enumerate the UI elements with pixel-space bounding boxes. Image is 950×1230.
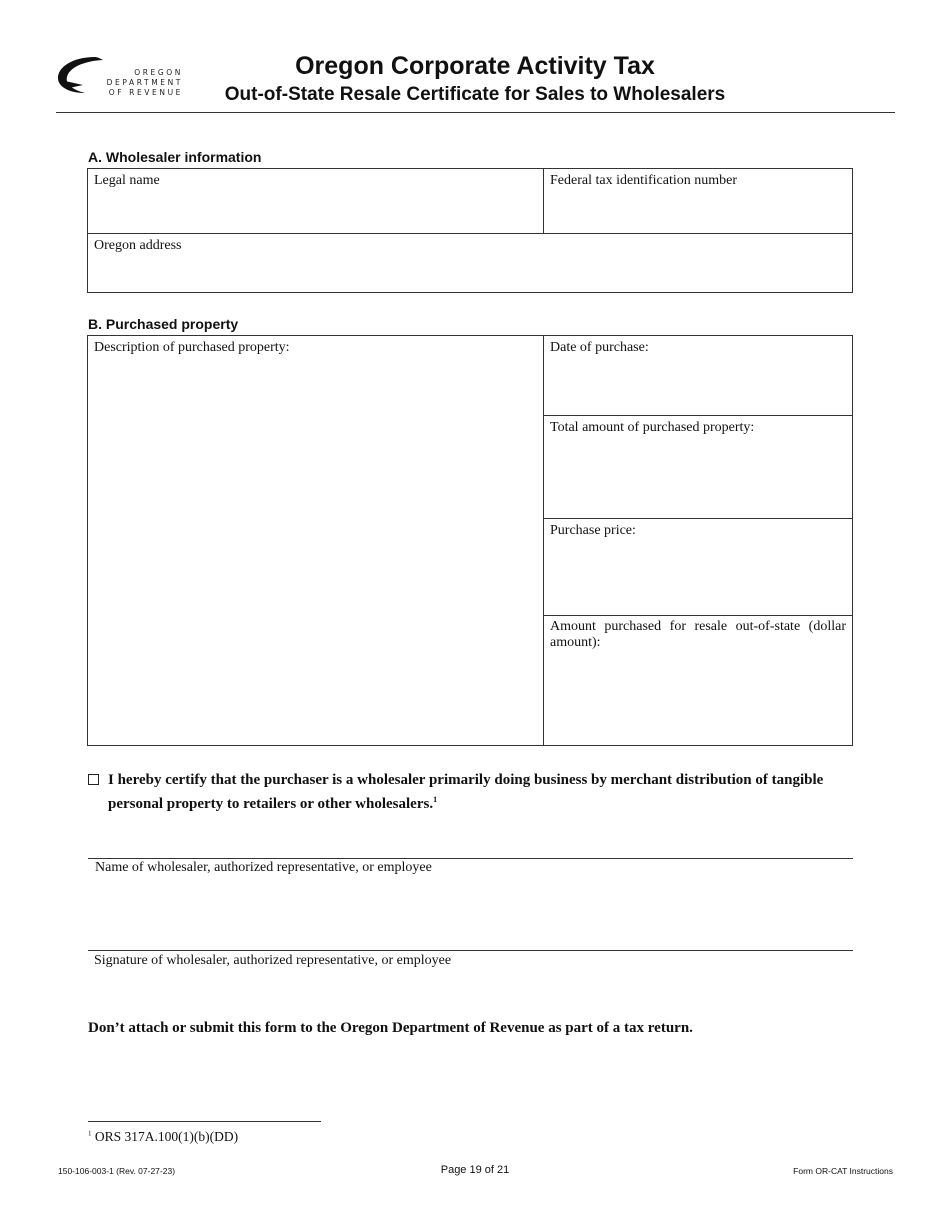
purchase-price-field[interactable] [543,518,853,616]
logo-line-2: DEPARTMENT [106,78,183,87]
fein-field[interactable] [543,168,853,234]
name-line[interactable] [88,858,853,859]
form-name: Form OR-CAT Instructions [793,1166,893,1176]
oregon-dor-logo [55,55,190,103]
certify-checkbox[interactable] [88,774,99,785]
certification-footnote-marker: 1 [433,795,438,804]
legal-name-field[interactable] [87,168,544,234]
resale-amount-field[interactable] [544,615,852,745]
header-divider [56,112,895,113]
description-field[interactable] [87,335,544,746]
legal-name-label: Legal name [94,173,160,188]
footnote-text: ORS 317A.100(1)(b)(DD) [94,1129,239,1144]
logo-line-1: OREGON [134,68,183,77]
section-b-table [87,335,853,746]
date-of-purchase-field[interactable] [543,335,853,416]
resale-amount-label: Amount purchased for resale out-of-state (dollar amount): [550,619,846,650]
form-title: Oregon Corporate Activity Tax [295,52,655,80]
fein-label: Federal tax identification number [550,173,737,188]
total-amount-label: Total amount of purchased property: [550,420,755,435]
signature-label: Signature of wholesaler, authorized representative, or employee [94,953,452,968]
page-number: Page 19 of 21 [440,1164,510,1176]
name-label: Name of wholesaler, authorized representative, or employee [95,860,432,875]
description-label: Description of purchased property: [94,340,290,355]
section-a-table [87,168,853,293]
oregon-address-field[interactable] [88,234,852,292]
form-number: 150-106-003-1 (Rev. 07-27-23) [58,1166,176,1176]
form-subtitle: Out-of-State Resale Certificate for Sales to Wholesalers [224,84,726,105]
footnote-divider [88,1121,321,1122]
section-b-heading: B. Purchased property [88,316,239,332]
submission-notice: Don’t attach or submit this form to the Oregon Department of Revenue as part of a tax return. [88,1020,693,1036]
certification-text: I hereby certify that the purchaser is a wholesaler primarily doing business by merchant distribution of tangible personal property to retailers or other wholesalers. [108,772,824,812]
footnote [88,1129,238,1145]
logo-line-3: OF REVENUE [108,88,183,97]
total-amount-field[interactable] [543,415,853,519]
section-a-heading: A. Wholesaler information [88,149,262,165]
footnote-marker: 1 [88,1129,92,1138]
signature-line[interactable] [88,950,853,951]
purchase-price-label: Purchase price: [550,523,636,538]
date-of-purchase-label: Date of purchase: [550,340,649,355]
certification-statement [108,771,853,814]
oregon-address-label: Oregon address [94,238,182,253]
